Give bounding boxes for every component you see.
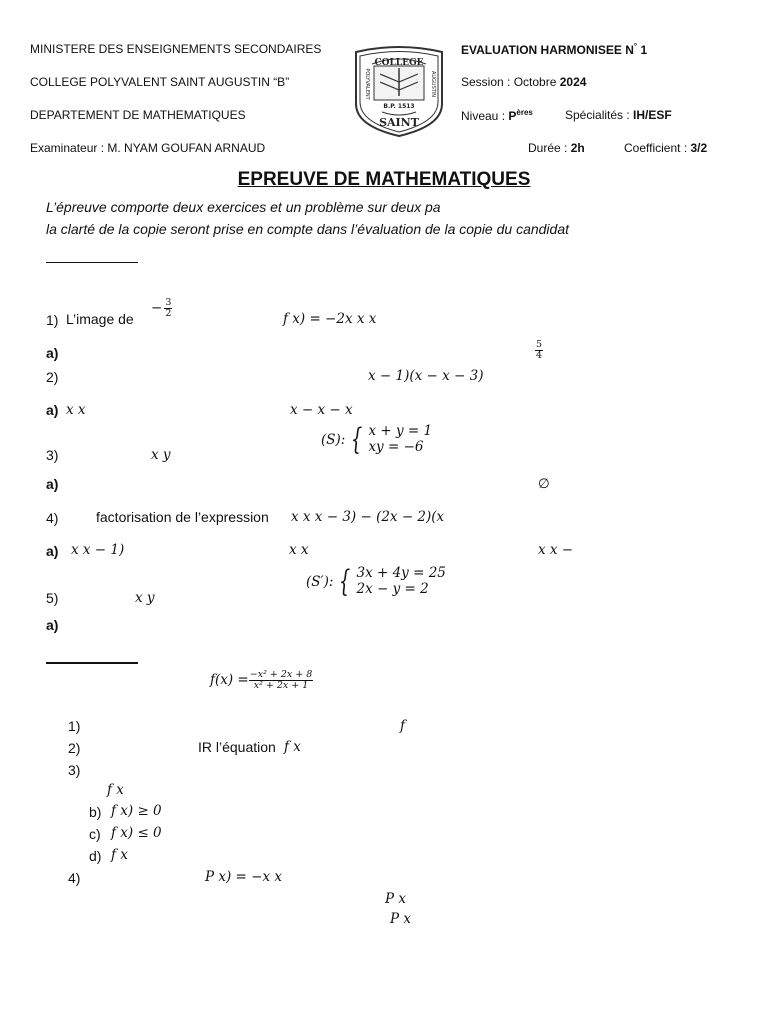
ex2-q3-number: 3) (68, 762, 81, 778)
ex2-function-numerator: −𝑥² + 2𝑥 + 8 (249, 669, 313, 680)
ex2-function-fraction (249, 670, 314, 691)
ex1-q1-number: 1) (46, 312, 59, 328)
ex2-q4-number: 4) (68, 870, 81, 886)
ex2-function-label: 𝑓(𝑥) = (210, 672, 249, 689)
ex2-q3d-label: d) (89, 848, 102, 864)
logo-bottom-text: SAINT (379, 116, 419, 129)
college-label: COLLEGE POLYVALENT SAINT AUGUSTIN “B” (30, 75, 290, 89)
ex1-q3-system-line2: 𝑥𝑦 = −6 (368, 438, 424, 455)
session-info (461, 75, 586, 89)
coefficient-value: 3/2 (690, 141, 708, 155)
niveau-value: P (508, 109, 517, 123)
ex1-q3-system (321, 421, 433, 457)
intro-line-1: L’épreuve comporte deux exercices et un problème sur deux pa (46, 199, 441, 215)
session-label: Session : Octobre (461, 75, 560, 89)
ex2-q3d-expression: 𝑓 𝑥 (111, 847, 128, 863)
ex1-q5-system-label: (𝑆′): (306, 573, 334, 590)
specialites-value: IH/ESF (633, 108, 672, 122)
ex1-q4a-xx: 𝑥 𝑥 (289, 542, 309, 558)
ex1-q3-brace: { (351, 421, 363, 457)
logo-top-text: COLLEGE (374, 58, 424, 68)
ex1-q4-expression: 𝑥 𝑥 𝑥 − 3) − (2𝑥 − 2)(𝑥 (291, 509, 445, 525)
exercise2-heading-underline (46, 662, 138, 664)
ex1-q1-fraction (151, 298, 172, 319)
ex1-q3-system-lines (368, 424, 432, 455)
ex1-q1-function: 𝑓 𝑥) = −2𝑥 𝑥 𝑥 (283, 311, 377, 327)
ex1-q5-system (306, 563, 446, 599)
ex1-q3-vars: 𝑥 𝑦 (151, 447, 171, 463)
college-logo (352, 44, 446, 138)
ex1-q5-number: 5) (46, 590, 59, 606)
logo-bp-text: B.P. 1513 (383, 103, 415, 110)
duree-value: 2h (570, 141, 585, 155)
logo-right-text: AUGUSTIN (430, 70, 436, 98)
session-year: 2024 (559, 75, 587, 89)
ex1-q2a-label: a) (46, 402, 59, 418)
ex2-q3c-label: c) (89, 826, 101, 842)
ministry-label: MINISTERE DES ENSEIGNEMENTS SECONDAIRES (30, 42, 322, 56)
examiner-label: Examinateur : M. NYAM GOUFAN ARNAUD (30, 141, 266, 155)
ex2-q3-fx: 𝑓 𝑥 (107, 782, 124, 798)
ex1-q1-frac-den: 2 (165, 307, 172, 319)
ex2-function-denominator: 𝑥² + 2𝑥 + 1 (253, 679, 309, 691)
ex1-q4-text: factorisation de l’expression (96, 509, 269, 525)
ex2-q2-text: IR l’équation (198, 739, 276, 755)
specialites-info (565, 108, 672, 122)
evaluation-number: 1 (640, 43, 648, 57)
ex1-q3a-emptyset: ∅ (538, 476, 550, 492)
ex2-q4-px1: 𝑃 𝑥 (385, 891, 406, 907)
ex1-q1a-frac (535, 340, 543, 361)
niveau-label: Niveau : (461, 109, 509, 123)
evaluation-text: EVALUATION HARMONISEE N (461, 43, 634, 57)
evaluation-title (461, 42, 647, 57)
exercise1-heading-underline (46, 262, 138, 263)
ex1-q5a-label: a) (46, 617, 59, 633)
ex2-q1-number: 1) (68, 718, 81, 734)
ex1-q5-brace: { (339, 563, 351, 599)
ex1-q2a-expression: 𝑥 − 𝑥 − 𝑥 (290, 402, 353, 418)
ex1-q4-number: 4) (46, 510, 59, 526)
ex1-q2-expression: 𝑥 − 1)(𝑥 − 𝑥 − 3) (368, 368, 484, 384)
ex1-q1-minus: − (151, 300, 163, 317)
duree-info (528, 141, 585, 155)
ex2-q1-f: 𝑓 (400, 718, 405, 734)
ex2-q3c-expression: 𝑓 𝑥) ≤ 0 (111, 825, 162, 841)
ex2-function-definition (210, 670, 313, 691)
ex2-q2-number: 2) (68, 740, 81, 756)
ex1-q5-system-lines (357, 566, 446, 597)
niveau-info (461, 108, 533, 123)
ex1-q3a-label: a) (46, 476, 59, 492)
page-title: EPREUVE DE MATHEMATIQUES (237, 169, 531, 190)
department-label: DEPARTEMENT DE MATHEMATIQUES (30, 108, 246, 122)
ex2-q4-px2: 𝑃 𝑥 (390, 911, 411, 927)
ex1-q1a-frac-den: 4 (536, 349, 543, 361)
intro-line-2: la clarté de la copie seront prise en compte dans l’évaluation de la copie du candidat (46, 221, 569, 237)
ex1-q3-number: 3) (46, 447, 59, 463)
ex1-q1-frac (164, 298, 172, 319)
coefficient-info (624, 141, 707, 155)
logo-left-text: POLYVALENT (364, 68, 370, 100)
specialites-label: Spécialités : (565, 108, 634, 122)
coefficient-label: Coefficient : (624, 141, 691, 155)
ex1-q1a-label: a) (46, 345, 59, 361)
ex1-q5-vars: 𝑥 𝑦 (135, 590, 155, 606)
niveau-sup: ères (516, 108, 533, 117)
duree-label: Durée : (528, 141, 571, 155)
ex2-q3b-label: b) (89, 804, 102, 820)
ex1-q2-number: 2) (46, 369, 59, 385)
ex2-q2-expression: 𝑓 𝑥 (284, 739, 301, 755)
ex2-q4-expression: 𝑃 𝑥) = −𝑥 𝑥 (205, 869, 282, 885)
evaluation-degree: ° (633, 42, 638, 51)
ex1-q2a-vars: 𝑥 𝑥 (66, 402, 86, 418)
ex1-q4a-expression: 𝑥 𝑥 − 1) (71, 542, 125, 558)
ex1-q5-system-line2: 2𝑥 − 𝑦 = 2 (356, 580, 429, 597)
ex1-q1a-frac-num: 5 (536, 339, 543, 350)
ex1-q5-system-line1: 3𝑥 + 4𝑦 = 25 (356, 565, 446, 581)
ex1-q4a-right: 𝑥 𝑥 − (538, 542, 574, 558)
ex1-q1-frac-num: 3 (165, 297, 172, 308)
ex1-q1-text: L’image de (66, 311, 134, 327)
ex2-q3b-expression: 𝑓 𝑥) ≥ 0 (111, 803, 162, 819)
ex1-q3-system-line1: 𝑥 + 𝑦 = 1 (368, 423, 433, 439)
ex1-q4a-label: a) (46, 543, 59, 559)
ex1-q3-system-label: (𝑆): (321, 431, 346, 448)
